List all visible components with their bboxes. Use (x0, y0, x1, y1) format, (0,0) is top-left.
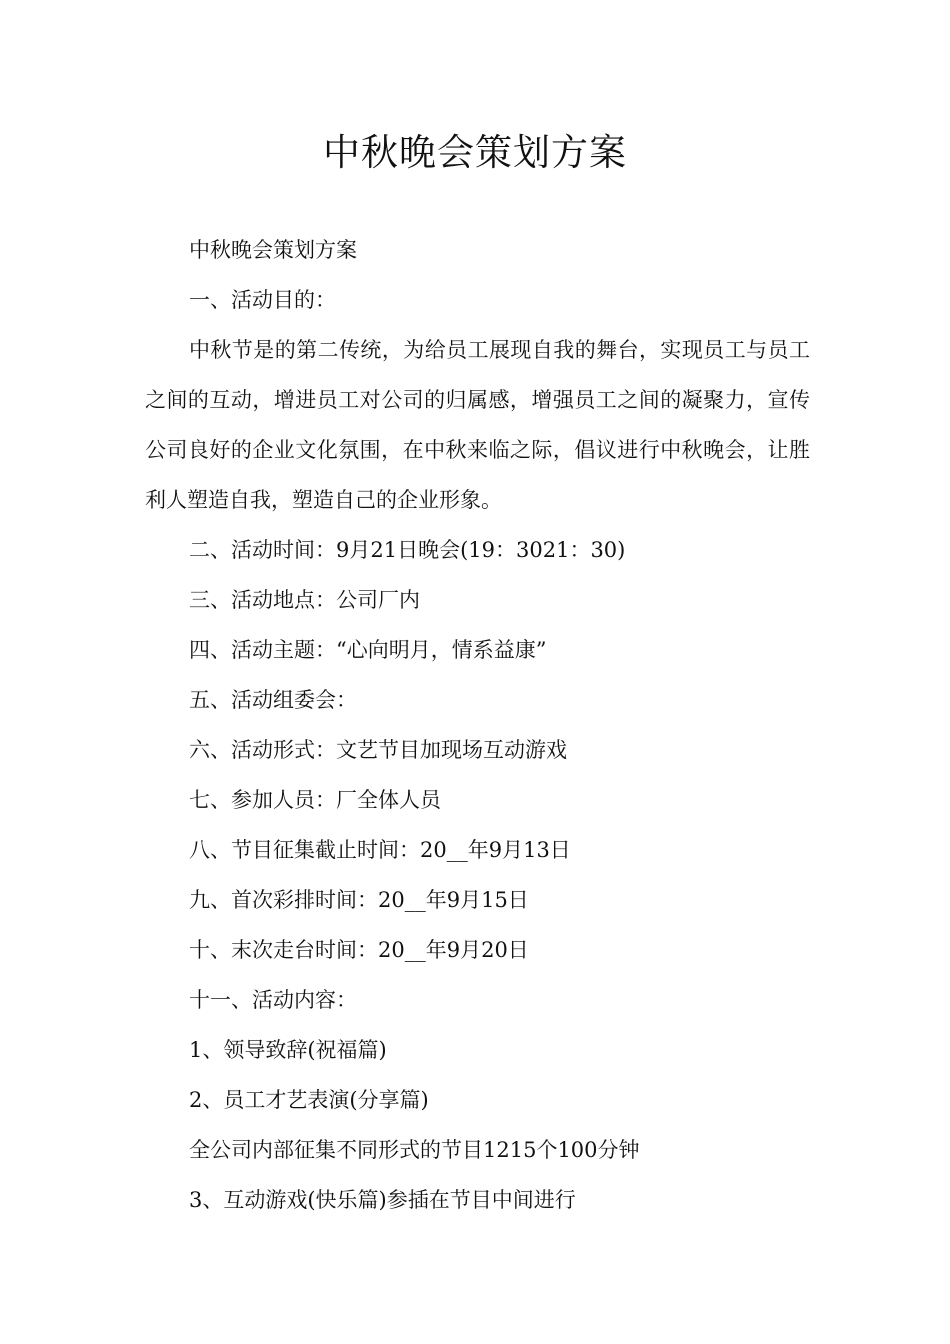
paragraph-item-2-detail: 全公司内部征集不同形式的节目1215个100分钟 (189, 1138, 640, 1162)
paragraph-final-rehearsal: 十、末次走台时间：20__年9月20日 (189, 938, 529, 962)
paragraph-deadline: 八、节目征集截止时间：20__年9月13日 (189, 838, 571, 862)
paragraph-first-rehearsal: 九、首次彩排时间：20__年9月15日 (189, 888, 529, 912)
paragraph-item-2: 2、员工才艺表演(分享篇) (189, 1088, 429, 1112)
paragraph-time: 二、活动时间：9月21日晚会(19：3021：30) (189, 538, 626, 562)
paragraph-item-3: 3、互动游戏(快乐篇)参插在节目中间进行 (189, 1188, 576, 1212)
page-title: 中秋晚会策划方案 (323, 131, 627, 174)
paragraph-committee: 五、活动组委会： (189, 688, 357, 712)
paragraph-heading: 中秋晚会策划方案 (189, 238, 357, 262)
paragraph-theme: 四、活动主题：“心向明月，情系益康” (189, 638, 547, 662)
paragraph-item-1: 1、领导致辞(祝福篇) (189, 1038, 387, 1062)
paragraph-purpose-heading: 一、活动目的： (189, 288, 336, 312)
paragraph-format: 六、活动形式：文艺节目加现场互动游戏 (189, 738, 567, 762)
document-body (145, 225, 810, 1225)
paragraph-content-heading: 十一、活动内容： (189, 988, 357, 1012)
paragraph-purpose-text: 中秋节是的第二传统，为给员工展现自我的舞台，实现员工与员工之间的互动，增进员工对公司的归属感，增强员工之间的凝聚力，宣传公司良好的企业文化氛围，在中秋来临之际，倡议进行中秋晚会，让胜利人塑造自我，塑造自己的企业形象。 (145, 338, 810, 512)
paragraph-participants: 七、参加人员：厂全体人员 (189, 788, 441, 812)
paragraph-location: 三、活动地点：公司厂内 (189, 588, 420, 612)
